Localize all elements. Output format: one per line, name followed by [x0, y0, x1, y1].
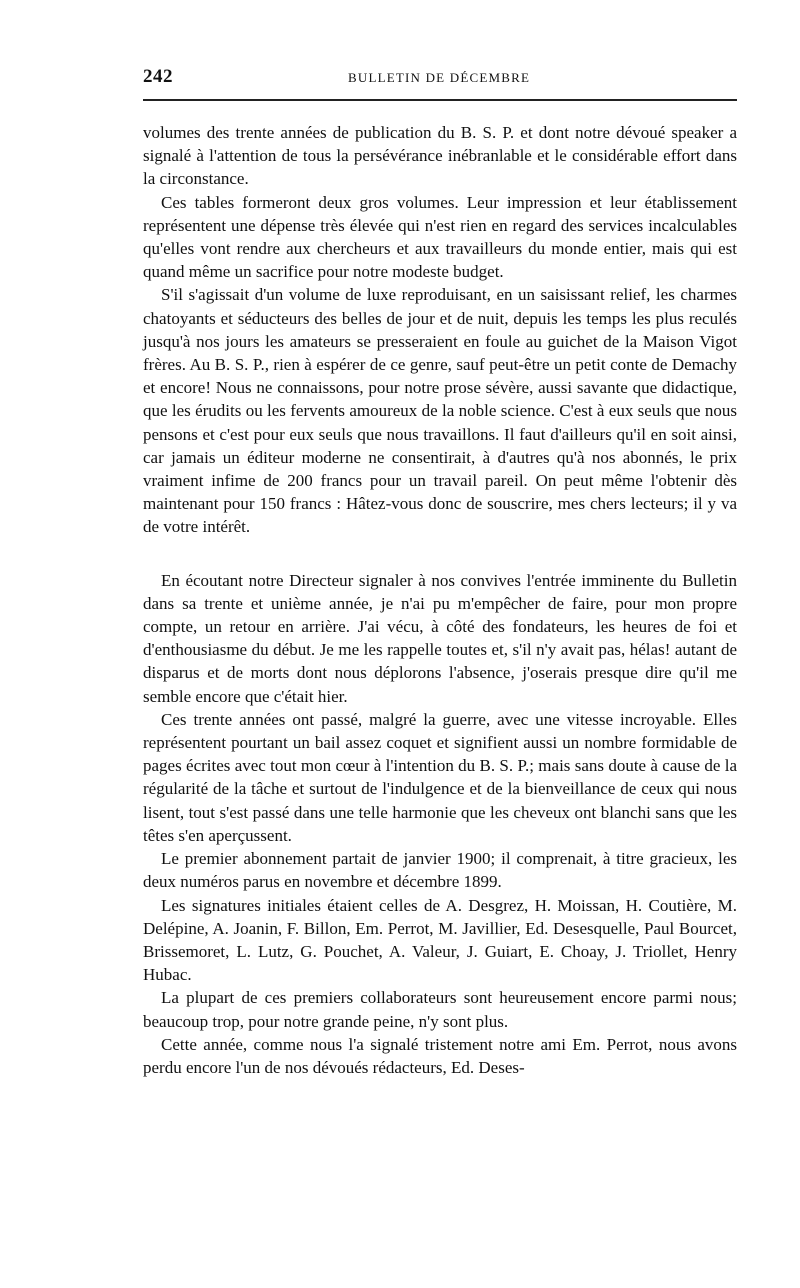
- paragraph-continuation: volumes des trente années de publication du B. S. P. et dont notre dévoué speaker a signalé à l'attention de tous la persévérance inébranlable et le considérable effort dans la circonstance.: [143, 123, 737, 189]
- body-text: [143, 121, 737, 1079]
- paragraph-first-subscription: Le premier abonnement partait de janvier 1900; il comprenait, à titre gracieux, les deux numéros parus en novembre et décembre 1899.: [143, 849, 737, 892]
- paragraph-tables: Ces tables formeront deux gros volumes. Leur impression et leur établissement représentent une dépense très élevée qui n'est rien en regard des services incalculables qu'elles vont rendre aux chercheurs et aux travailleurs du monde entier, mais qui est quand même un sacrifice pour notre modeste budget.: [143, 192, 737, 282]
- section-gap: [143, 539, 737, 569]
- page-number: 242: [143, 66, 173, 87]
- paragraph-thirty-years: Ces trente années ont passé, malgré la guerre, avec une vitesse incroyable. Elles représentent pourtant un bail assez coquet et signifient aussi un nombre formidable de pages écrites avec tout mon cœur à l'intention du B. S. P.; mais sans doute à cause de la régularité de la tâche et surtout de l'indulgence et de la bienveillance de ceux qui nous lisent, tout s'est passé dans une telle harmonie que les cheveux ont blanchi sans que les têtes s'en aperçussent.: [143, 709, 737, 845]
- paragraph-signatures: Les signatures initiales étaient celles de A. Desgrez, H. Moissan, H. Coutière, M. Delépine, A. Joanin, F. Billon, Em. Perrot, M. Javillier, Ed. Desesquelle, Paul Bourcet, Brissemoret, L. Lutz, G. Pouchet, A. Valeur, J. Guiart, E. Choay, J. Triollet, Henry Hubac.: [143, 895, 737, 985]
- paragraph-this-year: Cette année, comme nous l'a signalé tristement notre ami Em. Perrot, nous avons perdu encore l'un de nos dévoués rédacteurs, Ed. Deses-: [143, 1034, 737, 1077]
- running-title: BULLETIN DE DÉCEMBRE: [348, 70, 531, 85]
- header-rule: [143, 99, 737, 101]
- paragraph-director: En écoutant notre Directeur signaler à nos convives l'entrée imminente du Bulletin dans sa trente et unième année, je n'ai pu m'empêcher de faire, pour mon propre compte, un retour en arrière. J'ai vécu, à côté des fondateurs, les heures de foi et d'enthousiasme du début. Je me les rappelle toutes et, s'il n'y avait pas, hélas! autant de disparus et de morts dont nous déplorons l'absence, j'oserais presque dire qu'il me semble encore que c'était hier.: [143, 570, 737, 706]
- page-header: [143, 66, 737, 96]
- paragraph-collaborators: La plupart de ces premiers collaborateurs sont heureusement encore parmi nous; beaucoup trop, pour notre grande peine, n'y sont plus.: [143, 988, 737, 1031]
- paragraph-luxury-volume: S'il s'agissait d'un volume de luxe reproduisant, en un saisissant relief, les charmes chatoyants et séducteurs des belles de jour et de nuit, depuis les temps les plus reculés jusqu'à nos jours les amateurs se presseraient en foule au guichet de la Maison Vigot frères. Au B. S. P., rien à espérer de ce genre, sauf peut-être un petit conte de Demachy et encore! Nous ne connaissons, pour notre prose sévère, aussi savante que didactique, que les érudits ou les fervents amoureux de la noble science. C'est à eux seuls que nous pensons et c'est pour eux seuls que nous travaillons. Il faut d'ailleurs qu'il en soit ainsi, car jamais un éditeur moderne ne consentirait, à d'autres qu'à nos abonnés, le prix vraiment infime de 200 francs pour un travail pareil. On peut même l'obtenir dès maintenant pour 150 francs : Hâtez-vous donc de souscrire, mes chers lecteurs; il y va de votre intérêt.: [143, 285, 737, 537]
